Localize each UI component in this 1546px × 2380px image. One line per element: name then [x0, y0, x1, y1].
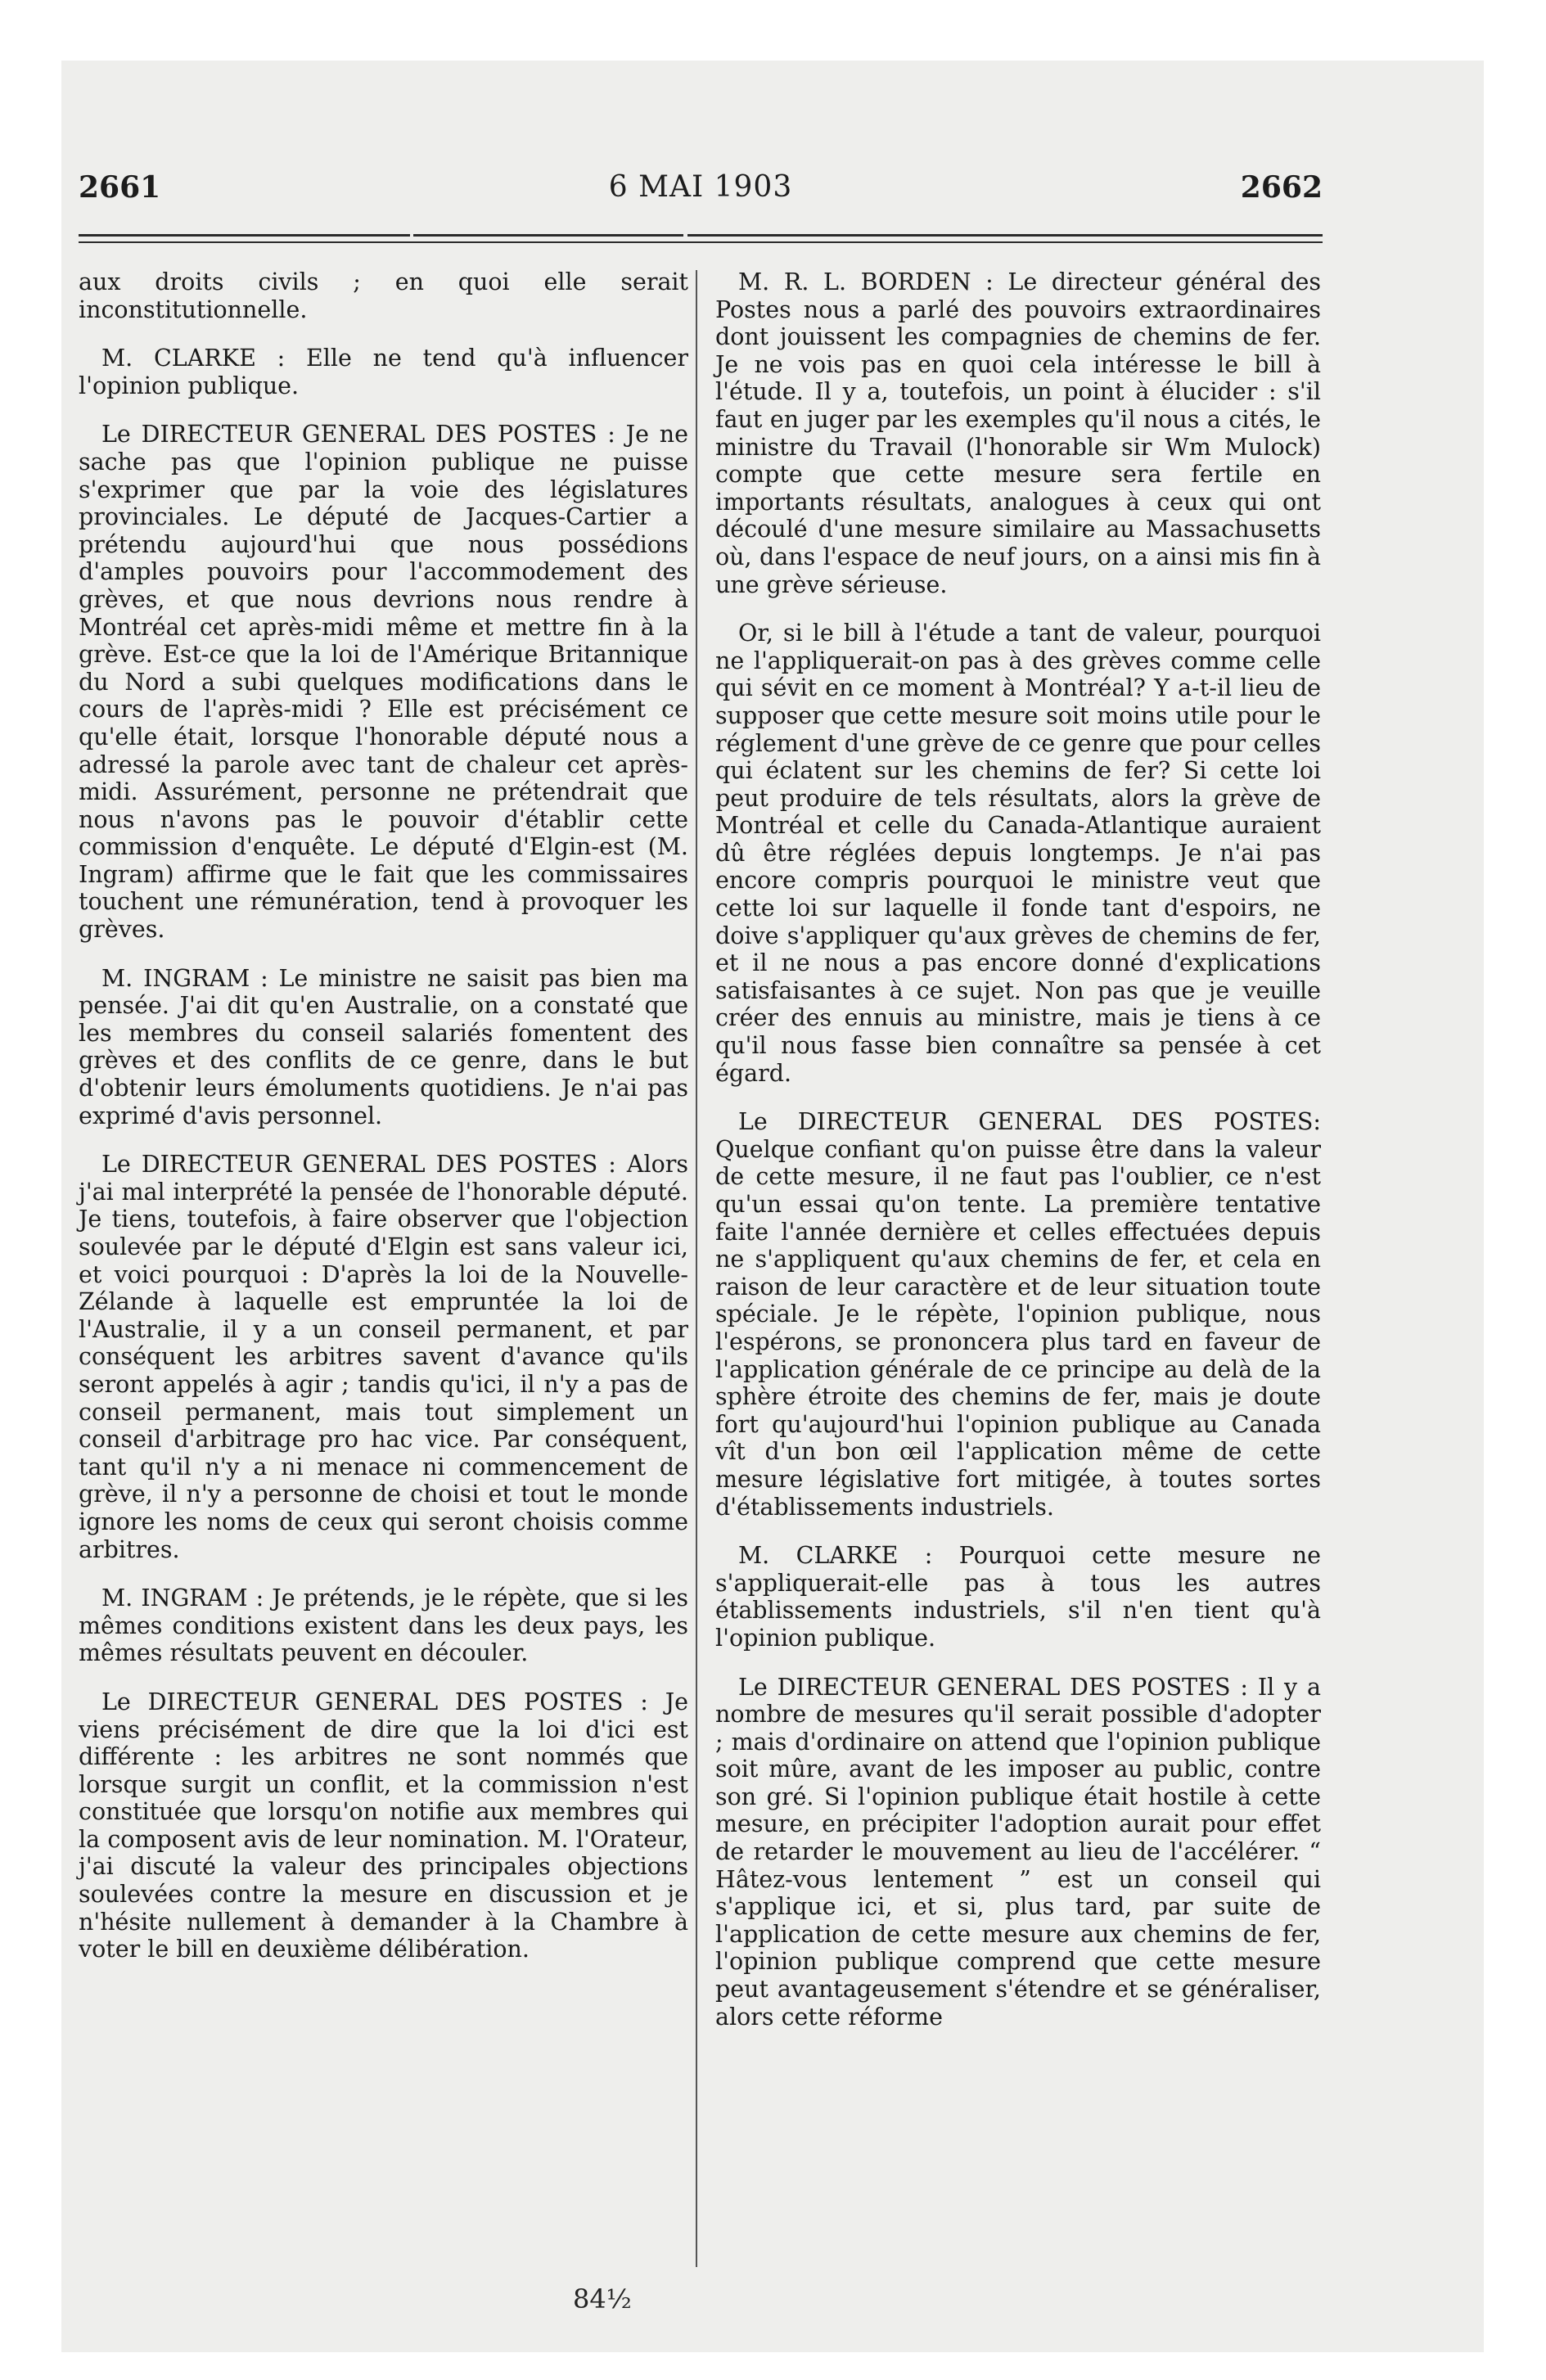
paragraph: M. INGRAM : Le ministre ne saisit pas bien ma pensée. J'ai dit qu'en Australie, on a constaté que les membres du conseil salariés fomentent des grèves et des conflits de ce genre, dans le but d'obtenir leurs émoluments quotidiens. Je n'ai pas exprimé d'avis personnel. — [79, 964, 688, 1129]
paragraph: M. INGRAM : Je prétends, je le répète, que si les mêmes conditions existent dans les deux pays, les mêmes résultats peuvent en découler. — [79, 1584, 688, 1667]
paragraph: M. R. L. BORDEN : Le directeur général des Postes nous a parlé des pouvoirs extraordinaires dont jouissent les compagnies de chemins de fer. Je ne vois pas en quoi cela intéresse le bill à l'étude. Il y a, toutefois, un point à élucider : s'il faut en juger par les exemples qu'il nous a cités, le ministre du Travail (l'honorable sir Wm Mulock) compte que cette mesure sera fertile en importants résultats, analogues à ceux qui ont découlé d'une mesure similaire au Massachusetts où, dans l'espace de neuf jours, on a ainsi mis fin à une grève sérieuse. — [715, 268, 1321, 598]
paragraph: M. CLARKE : Pourquoi cette mesure ne s'appliquerait-elle pas à tous les autres établissements industriels, s'il n'en tient qu'à l'opinion publique. — [715, 1542, 1321, 1652]
page-number-left: 2661 — [79, 170, 161, 205]
signature-mark: 84½ — [573, 2283, 632, 2315]
header-rule-right — [687, 234, 1323, 237]
column-divider — [696, 270, 697, 2267]
page-header — [79, 170, 1323, 211]
paragraph: Le DIRECTEUR GENERAL DES POSTES : Alors j'ai mal interprété la pensée de l'honorable député. Je tiens, toutefois, à faire observer que l'objection soulevée par le député d'Elgin est sans valeur ici, et voici pourquoi : D'après la loi de la Nouvelle-Zélande à laquelle est empruntée la loi de l'Australie, il y a un conseil permanent, et par conséquent les arbitres savent d'avance qu'ils seront appelés à agir ; tandis qu'ici, il n'y a pas de conseil permanent, mais tout simplement un conseil d'arbitrage pro hac vice. Par conséquent, tant qu'il n'y a ni menace ni commencement de grève, il n'y a personne de choisi et tout le monde ignore les noms de ceux qui seront choisis comme arbitres. — [79, 1151, 688, 1563]
paragraph: Or, si le bill à l'étude a tant de valeur, pourquoi ne l'appliquerait-on pas à des grèves comme celle qui sévit en ce moment à Montréal? Y a-t-il lieu de supposer que cette mesure soit moins utile pour le réglement d'une grève de ce genre que pour celles qui éclatent sur les chemins de fer? Si cette loi peut produire de tels résultats, alors la grève de Montréal et celle du Canada-Atlantique auraient dû être réglées depuis longtemps. Je n'ai pas encore compris pourquoi le ministre veut que cette loi sur laquelle il fonde tant d'espoirs, ne doive s'appliquer qu'aux grèves de chemins de fer, et il ne nous a pas encore donné d'explications satisfaisantes à ce sujet. Non pas que je veuille créer des ennuis au ministre, mais je tiens à ce qu'il nous fasse bien connaître sa pensée à cet égard. — [715, 620, 1321, 1087]
right-column — [715, 268, 1321, 2031]
paragraph: aux droits civils ; en quoi elle serait inconstitutionnelle. — [79, 268, 688, 323]
paragraph: Le DIRECTEUR GENERAL DES POSTES: Quelque confiant qu'on puisse être dans la valeur de cette mesure, il ne faut pas l'oublier, ce n'est qu'un essai qu'on tente. La première tentative faite l'année dernière et celles effectuées depuis ne s'appliquent qu'aux chemins de fer, et cela en raison de leur caractère et de leur situation toute spéciale. Je le répète, l'opinion publique, nous l'espérons, se prononcera plus tard en faveur de l'application générale de ce principe au delà de la sphère étroite des chemins de fer, mais je doute fort qu'aujourd'hui l'opinion publique au Canada vît d'un bon œil l'application même de cette mesure législative fort mitigée, à toutes sortes d'établissements industriels. — [715, 1108, 1321, 1521]
page-number-right: 2662 — [1240, 170, 1323, 205]
left-column — [79, 268, 688, 1963]
header-rule-lower — [79, 241, 1323, 243]
paragraph: Le DIRECTEUR GENERAL DES POSTES : Il y a nombre de mesures qu'il serait possible d'adopter ; mais d'ordinaire on attend que l'opinion publique soit mûre, avant de les imposer au public, contre son gré. Si l'opinion publique était hostile à cette mesure, en précipiter l'adoption aurait pour effet de retarder le mouvement au lieu de l'accélérer. “ Hâtez-vous lentement ” est un conseil qui s'applique ici, et si, plus tard, par suite de l'application de cette mesure aux chemins de fer, l'opinion publique comprend que cette mesure peut avantageusement s'étendre et se généraliser, alors cette réforme — [715, 1673, 1321, 2031]
header-rule-center — [413, 234, 683, 237]
paragraph: M. CLARKE : Elle ne tend qu'à influencer l'opinion publique. — [79, 345, 688, 399]
paragraph: Le DIRECTEUR GENERAL DES POSTES : Je viens précisément de dire que la loi d'ici est différente : les arbitres ne sont nommés que lorsque surgit un conflit, et la commission n'est constituée que lorsqu'on notifie aux membres qui la composent avis de leur nomination. M. l'Orateur, j'ai discuté la valeur des principales objections soulevées contre la mesure en discussion et je n'hésite nullement à demander à la Chambre à voter le bill en deuxième délibération. — [79, 1688, 688, 1963]
page-date: 6 MAI 1903 — [608, 170, 793, 204]
header-rule-left — [79, 234, 410, 237]
paragraph: Le DIRECTEUR GENERAL DES POSTES : Je ne sache pas que l'opinion publique ne puisse s'exprimer que par la voie des législatures provinciales. Le député de Jacques-Cartier a prétendu aujourd'hui que nous possédions d'amples pouvoirs pour l'accommodement des grèves, et que nous devrions nous rendre à Montréal cet après-midi même et mettre fin à la grève. Est-ce que la loi de l'Amérique Britannique du Nord a subi quelques modifications dans le cours de l'après-midi ? Elle est précisément ce qu'elle était, lorsque l'honorable député nous a adressé la parole avec tant de chaleur cet après-midi. Assurément, personne ne prétendrait que nous n'avons pas le pouvoir d'établir cette commission d'enquête. Le député d'Elgin-est (M. Ingram) affirme que le fait que les commissaires touchent une rémunération, tend à provoquer les grèves. — [79, 421, 688, 944]
